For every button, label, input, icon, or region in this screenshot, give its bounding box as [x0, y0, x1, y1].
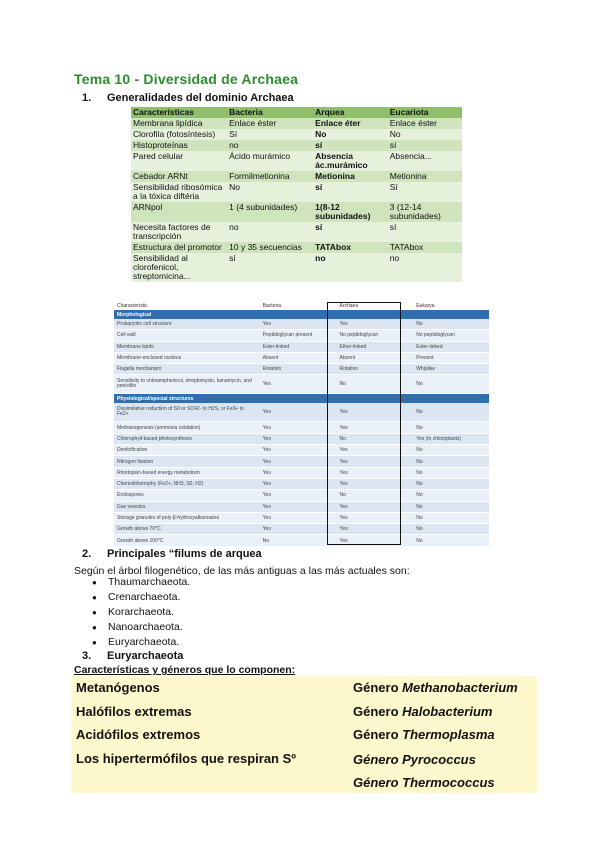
table-cell: Metionina [388, 171, 462, 182]
table-cell: 1(8-12 subunidades) [313, 202, 388, 222]
table-cell: Enlace éster [388, 118, 462, 129]
section-title: Euryarchaeota [107, 650, 184, 662]
table-cell: Sí [388, 182, 462, 202]
table-cell: Rotation [260, 364, 337, 375]
header-cell: Arquea [313, 107, 388, 118]
table-row [114, 319, 489, 330]
table-cell: No [413, 524, 489, 535]
table-cell: Membrane lipids [114, 341, 260, 352]
genus-label [353, 752, 476, 767]
group-name: Metanógenos [76, 680, 160, 695]
table-cell: Storage granules of poly-β-hydroxyalkanoates [114, 512, 260, 523]
table-cell: no [227, 222, 313, 242]
table-cell: No [413, 375, 489, 394]
table-cell: no [313, 253, 388, 282]
table-cell: Endospores [114, 490, 260, 501]
table-cell: Chlorophyll-based photosynthesis [114, 433, 260, 444]
table-cell: Growth above 100°C [114, 535, 260, 546]
table-cell: Metionina [313, 171, 388, 182]
table-row [114, 456, 489, 467]
list-item: ● Korarchaeota. [92, 605, 190, 620]
table-row [114, 433, 489, 444]
header-cell: Eucariota [388, 107, 462, 118]
table-cell: Growth above 70°C [114, 524, 260, 535]
table-cell: no [227, 140, 313, 151]
table-cell: No [413, 445, 489, 456]
table-cell: Nitrogen fixation [114, 456, 260, 467]
genus-label [353, 680, 518, 695]
genus-word: Género [353, 727, 399, 742]
table-cell: Sensibilidad al clorofenicol, streptomicina... [131, 253, 227, 282]
table-cell: No [413, 512, 489, 523]
table-cell: Sensitivity to chloramphenicol, streptomycin, kanamycin, and penicillin [114, 375, 260, 394]
table-cell: Pared celular [131, 151, 227, 171]
table-cell: Yes [336, 467, 413, 478]
list-item: ● Euryarchaeota. [92, 635, 190, 650]
table-section-header [114, 394, 489, 404]
table-cell: Ether-linked [336, 341, 413, 352]
header-cell: Bacteria [262, 302, 282, 309]
table-cell: Gas vesicles [114, 501, 260, 512]
table-row [114, 512, 489, 523]
table-cell: Yes [336, 422, 413, 433]
header-cell: Eukarya [416, 302, 435, 309]
table-cell: sí [313, 140, 388, 151]
table-cell: Sí [227, 129, 313, 140]
table-cell: Flagella mechanism [114, 364, 260, 375]
genus-word: Género [353, 680, 399, 695]
table-cell: Yes [260, 433, 337, 444]
table-cell: Yes [260, 524, 337, 535]
table-cell: Yes [260, 478, 337, 489]
table-cell: Yes [336, 456, 413, 467]
table-cell: Yes [260, 490, 337, 501]
table-cell: Yes [260, 456, 337, 467]
table-cell: No [227, 182, 313, 202]
table-row [114, 341, 489, 352]
table-cell: No [413, 456, 489, 467]
table-row [114, 364, 489, 375]
section-number: 1. [82, 92, 92, 104]
genus-name: Pyrococcus [402, 752, 476, 767]
table-cell: sí [388, 140, 462, 151]
table-cell: TATAbox [388, 242, 462, 253]
table-cell: Yes [260, 375, 337, 394]
table-cell: Whiplike [413, 364, 489, 375]
genus-name: Methanobacterium [402, 680, 518, 695]
group-name: Acidófilos extremos [76, 727, 201, 742]
table-row [131, 222, 462, 242]
table-row [114, 445, 489, 456]
table-cell: Rhodopsin-based energy metabolism [114, 467, 260, 478]
table-cell: Chemolithotrophy (Fe2+, NH3, S0, H2) [114, 478, 260, 489]
table-cell: Sensibilidad ribosómica a la tóxica diftéria [131, 182, 227, 202]
table-cell: Formilmetionina [227, 171, 313, 182]
table-cell: Ester-linked [413, 341, 489, 352]
table-row [131, 253, 462, 282]
table-cell: Ácido murámico [227, 151, 313, 171]
table-section-header [114, 310, 489, 319]
table-row [131, 129, 462, 140]
table-row [131, 151, 462, 171]
table-cell: Present [413, 352, 489, 363]
table-cell: Prokaryotic cell structure [114, 319, 260, 330]
page-title: Tema 10 - Diversidad de Archaea [74, 71, 299, 87]
table-cell: No [413, 422, 489, 433]
table-cell: Cebador ARNt [131, 171, 227, 182]
table-row [114, 403, 489, 422]
table-cell: No [413, 319, 489, 330]
table-cell: 1 (4 subunidades) [227, 202, 313, 222]
genus-word: Género [353, 752, 399, 767]
table-cell: No [413, 535, 489, 546]
table-header-row [131, 107, 462, 118]
table-cell: Membrane-enclosed nucleus [114, 352, 260, 363]
list-item: ● Crenarchaeota. [92, 590, 190, 605]
phyla-list [92, 575, 190, 650]
table-cell: Membrana lipídica [131, 118, 227, 129]
table-cell: No [336, 375, 413, 394]
table-row [114, 501, 489, 512]
section-number: 3. [82, 650, 92, 662]
comparison-table-es [131, 107, 462, 282]
table-cell: No [336, 490, 413, 501]
table-cell: Necesita factores de transcripción [131, 222, 227, 242]
genus-word: Género [353, 775, 399, 790]
table-cell: Enlace éter [313, 118, 388, 129]
group-name: Los hipertermófilos que respiran Sº [76, 751, 297, 766]
table-cell: sí [313, 182, 388, 202]
genus-name: Thermoplasma [402, 727, 495, 742]
group-name: Halófilos extremas [76, 704, 192, 719]
table-row [131, 171, 462, 182]
table-cell: Yes [336, 478, 413, 489]
table-cell: Methanogenesis (ammonia oxidation) [114, 422, 260, 433]
table-cell: Yes [260, 445, 337, 456]
genus-label [353, 704, 492, 719]
table-cell: ARNpol [131, 202, 227, 222]
table-cell: No [413, 501, 489, 512]
table-cell: Yes [260, 512, 337, 523]
table-cell: no [388, 253, 462, 282]
table-row [131, 202, 462, 222]
section-label: Morphological [114, 310, 489, 319]
table-cell: Yes [260, 422, 337, 433]
table-cell: Absencia... [388, 151, 462, 171]
table-cell: No [388, 129, 462, 140]
genus-name: Thermococcus [402, 775, 495, 790]
table-cell: 3 (12-14 subunidades) [388, 202, 462, 222]
section-number: 2. [82, 548, 92, 560]
genus-label [353, 727, 495, 742]
table-row [131, 182, 462, 202]
table-cell: Yes [260, 319, 337, 330]
section-label: Physiological/special structures [114, 394, 489, 404]
table-row [114, 478, 489, 489]
section-title: Generalidades del dominio Archaea [107, 92, 294, 104]
table-row [114, 490, 489, 501]
table-cell: sí [227, 253, 313, 282]
table-cell: No [413, 403, 489, 422]
table-cell: Cell wall [114, 330, 260, 341]
table-cell: Yes [336, 535, 413, 546]
table-cell: Absencia ác.murámico [313, 151, 388, 171]
table-row [114, 375, 489, 394]
table-header-row [114, 301, 489, 310]
list-item: ● Nanoarchaeota. [92, 620, 190, 635]
table-cell: Yes [336, 445, 413, 456]
table-cell: Estructura del promotor [131, 242, 227, 253]
table-cell: Yes [260, 501, 337, 512]
archaea-column-highlight [327, 302, 401, 545]
table-cell: No [413, 478, 489, 489]
table-cell: Yes (in chloroplasts) [413, 433, 489, 444]
table-cell: Yes [260, 467, 337, 478]
table-cell: sí [313, 222, 388, 242]
section-title: Principales “filums de arquea [107, 548, 262, 560]
comparison-table-en [114, 301, 489, 547]
table-row [114, 524, 489, 535]
header-cell: Characteristic [117, 302, 148, 309]
table-cell: Yes [336, 512, 413, 523]
table-cell: Yes [260, 403, 337, 422]
table-cell: No [336, 433, 413, 444]
table-row [114, 422, 489, 433]
characteristics-heading: Características y géneros que lo componen: [74, 664, 296, 676]
genera-box [71, 676, 537, 793]
table-cell: Histoproteínas [131, 140, 227, 151]
table-cell: No peptidoglycan [336, 330, 413, 341]
table-row [114, 352, 489, 363]
table-cell: No [260, 535, 337, 546]
table-cell: No [413, 490, 489, 501]
table-cell: TATAbox [313, 242, 388, 253]
table-cell: sí [388, 222, 462, 242]
table-row [114, 467, 489, 478]
table-cell: Dissimilative reduction of S0 or SO42- to H2S, or Fe3+ to Fe2+ [114, 403, 260, 422]
table-row [131, 118, 462, 129]
table-row [114, 535, 489, 546]
table-cell: Peptidoglycan present [260, 330, 337, 341]
table-cell: Rotation [336, 364, 413, 375]
header-cell: Características [131, 107, 227, 118]
table-cell: No [413, 467, 489, 478]
genus-label [353, 775, 495, 790]
table-row [114, 330, 489, 341]
table-cell: Yes [336, 524, 413, 535]
table-cell: Absent [336, 352, 413, 363]
table-cell: No peptidoglycan [413, 330, 489, 341]
table-cell: Absent [260, 352, 337, 363]
table-row [131, 242, 462, 253]
header-cell: Archaea [339, 302, 359, 309]
table-cell: Clorofila (fotosíntesis) [131, 129, 227, 140]
table-cell: Ester-linked [260, 341, 337, 352]
table-cell: Enlace éster [227, 118, 313, 129]
genus-word: Género [353, 704, 399, 719]
table-cell: No [313, 129, 388, 140]
table-cell: Yes [336, 501, 413, 512]
table-cell: Yes [336, 403, 413, 422]
table-cell: Denitrification [114, 445, 260, 456]
table-cell: 10 y 35 secuencias [227, 242, 313, 253]
header-cell: Bacteria [227, 107, 313, 118]
table-row [131, 140, 462, 151]
table-cell: Yes [336, 319, 413, 330]
list-item: ● Thaumarchaeota. [92, 575, 190, 590]
intro-text: Según el árbol filogenético, de las más antiguas a las más actuales son: [74, 565, 410, 577]
genus-name: Halobacterium [402, 704, 493, 719]
